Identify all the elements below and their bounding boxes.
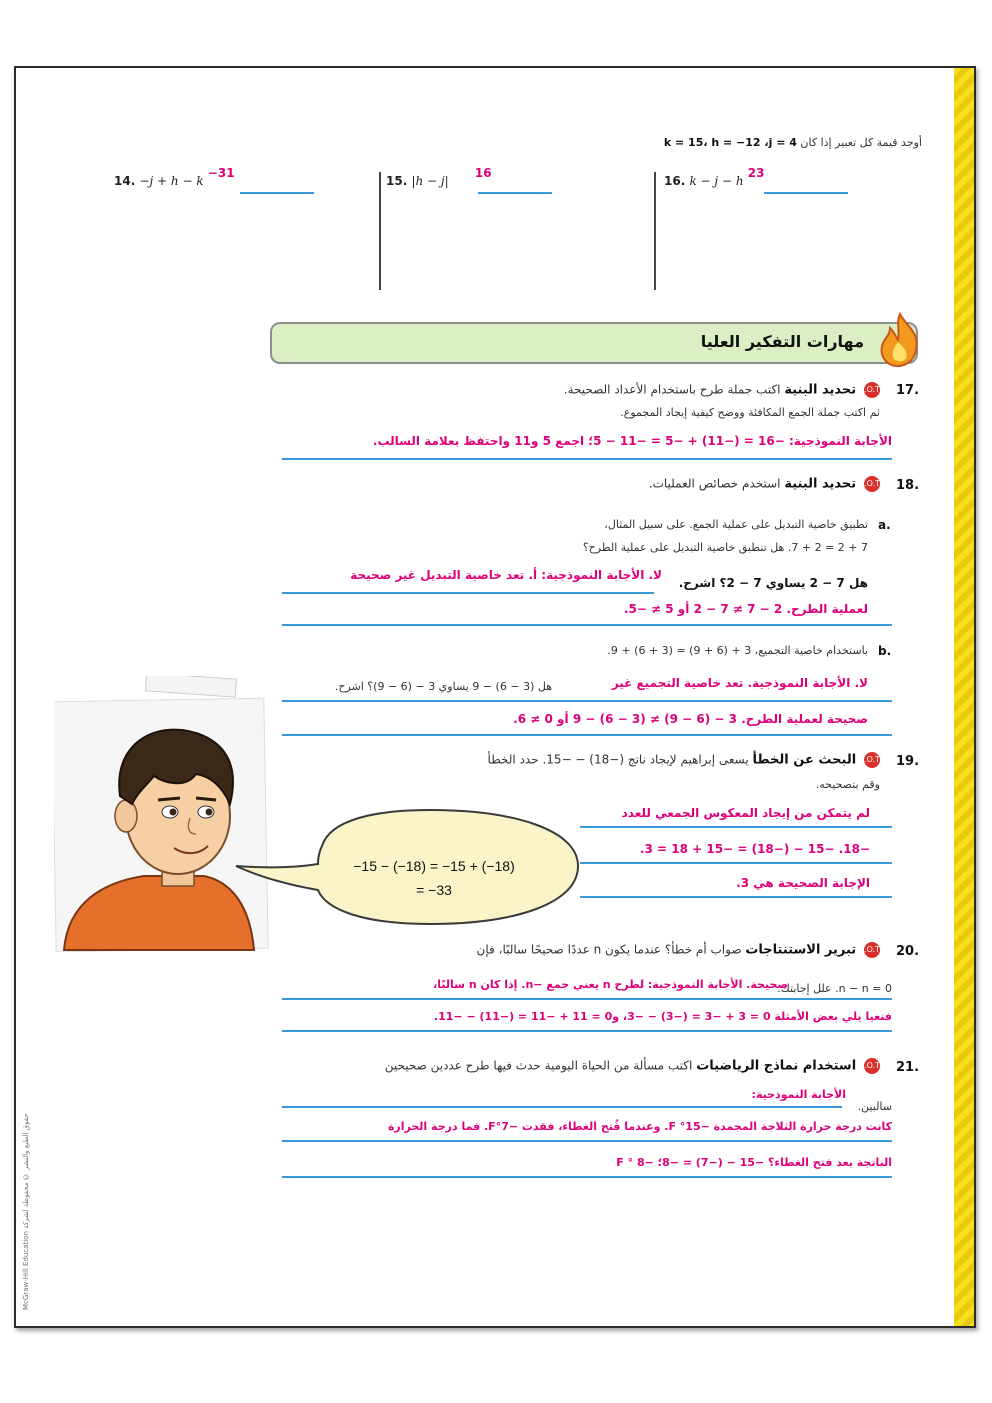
q18b-answer-1: لا. الأجابة النموذجية. تعد خاصية التجميع غير [611, 676, 868, 690]
q17-prompt-2: ثم اكتب جملة الجمع المكافئة ووضح كيفية إيجاد المجموع. [620, 406, 880, 419]
q17-answer: الأجابة النموذجية: −16 = (−11) + −5 = −11 − 5؛ اجمع 5 و11 واحتفظ بعلامة السالب. [372, 434, 892, 448]
q20-answer-1: صحيحة. الأجابة النموذجية: لطرح n يعني جمع −n. إذا كان n سالبًا، [433, 978, 788, 991]
q21-prompt-2: سالبين. [857, 1100, 892, 1113]
q17-prompt: اكتب جملة طرح باستخدام الأعداد الصحيحة. [563, 382, 781, 397]
q19-number: 19. [896, 754, 920, 769]
q17-header [564, 382, 880, 398]
answer-line [282, 1176, 892, 1178]
answer-line [580, 862, 892, 864]
q19-title: البحث عن الخطأ [752, 752, 857, 768]
q21-answer-2: الناتجة بعد فتح الغطاء؟ −15 − (−7) = −8؛ −8 ° F [616, 1156, 892, 1169]
answer-line [580, 826, 892, 828]
q18b-line-2: هل (3 − 6) − 9 يساوي 3 − (6 − 9)؟ اشرح. [334, 680, 552, 693]
exercise-15: 15. |h − j| 16 [386, 166, 492, 188]
q19-answer-3: الإجابة الصحيحة هي 3. [736, 876, 870, 890]
answer-line [282, 624, 892, 626]
hot-badge-icon: H.O.T. [864, 752, 880, 768]
q20-number: 20. [896, 944, 920, 959]
q19-header [488, 752, 880, 768]
q17-number: 17. [896, 383, 920, 398]
flame-icon [876, 312, 924, 368]
q18a-question: هل 7 − 2 يساوي 7 − 2؟ اشرح. [678, 576, 868, 590]
q18-number: 18. [896, 478, 920, 493]
exercise-intro [560, 136, 922, 149]
q19-answer-1: لم يتمكن من إيجاد المعكوس الجمعي للعدد [621, 806, 870, 820]
answer-line [240, 192, 314, 194]
q19-prompt: يسعى إبراهيم لإيجاد ناتج (−18) − −15. حدد الخطأ [487, 752, 749, 767]
column-divider [654, 172, 656, 290]
answer-line [282, 1030, 892, 1032]
answer-line [282, 592, 654, 594]
bubble-line-2: = −33 [416, 882, 452, 898]
q18a-label: a. [878, 518, 891, 532]
exercise-answer: 16 [474, 166, 492, 180]
yellow-edge-stripe [954, 68, 974, 1326]
answer-line [478, 192, 552, 194]
q18b-answer-2: صحيحة لعملية الطرح. 3 − (6 − 9) ≠ (3 − 6) − 9 أو 0 ≠ 6. [513, 712, 868, 726]
hot-badge-icon: H.O.T. [864, 942, 880, 958]
q21-answer-1: كانت درجة حرارة الثلاجة المجمدة −15° F. وعندما فُتح الغطاء، فقدت −7°F. فما درجة الحرارة [387, 1120, 892, 1133]
column-divider [379, 172, 381, 290]
exercise-expression: −j + h − k [139, 174, 204, 188]
q21-header [385, 1058, 880, 1074]
q18a-line-1: تطبيق خاصية التبديل على عملية الجمع. على سبيل المثال، [604, 518, 868, 531]
exercise-14: 14. −j + h − k −31 [114, 166, 235, 188]
q18b-label: b. [878, 644, 892, 658]
answer-line [282, 998, 892, 1000]
q18-title: تحديد البنية [784, 476, 857, 492]
answer-line [580, 896, 892, 898]
answer-line [282, 458, 892, 460]
answer-line [282, 700, 892, 702]
answer-line [282, 1106, 842, 1108]
answer-line [282, 734, 892, 736]
q20-prompt-2: n − n = 0. علل إجابتك. [777, 982, 892, 995]
q20-answer-2: فنعيا يلي بعض الأمثلة 0 = 3 + −3 = (−3) − −3، و0 = 11 + −11 = (−11) − −11. [433, 1010, 892, 1023]
q21-answer-label: الأجابة النموذجية: [751, 1088, 846, 1101]
q21-prompt: اكتب مسألة من الحياة اليومية حدث فيها طرح عددين صحيحين [384, 1058, 693, 1073]
answer-line [764, 192, 848, 194]
hot-badge-icon: H.O.T. [864, 1058, 880, 1074]
hot-badge-icon: H.O.T. [864, 476, 880, 492]
q18b-line-1: باستخدام خاصية التجميع، 3 + (6 + 9) = (3 + 6) + 9. [607, 644, 868, 657]
exercise-answer: −31 [207, 166, 235, 180]
answer-line [282, 1140, 892, 1142]
q20-title: تبرير الاستنتاجات [745, 942, 857, 958]
q18a-answer-1: لا. الأجابة النموذجية: أ. تعد خاصية التبديل غير صحيحة [350, 568, 662, 582]
q18-prompt: استخدم خصائص العمليات. [648, 476, 781, 491]
exercise-16: 16. k − j − h 23 [664, 166, 765, 188]
intro-text: أوجد قيمة كل تعبير إذا كان [800, 136, 922, 149]
q17-title: تحديد البنية [784, 382, 857, 398]
exercise-answer: 23 [747, 166, 765, 180]
q18-header [649, 476, 880, 492]
exercise-expression: k − j − h [689, 174, 744, 188]
q19-answer-2: −18. −15 − (−18) = −15 + 18 = 3. [639, 842, 870, 856]
q20-header [477, 942, 880, 958]
exercise-expression: |h − j| [411, 174, 449, 188]
hots-title: مهارات التفكير العليا [700, 332, 864, 351]
q21-title: استخدام نماذج الرياضيات [696, 1058, 857, 1074]
bubble-line-1: −15 − (−18) = −15 + (−18) [353, 858, 515, 874]
hot-badge-icon: H.O.T. [864, 382, 880, 398]
intro-values: k = 15، h = −12 ،j = 4 [663, 136, 797, 149]
q21-number: 21. [896, 1060, 920, 1075]
q19-prompt-2: وقم بتصحيحه. [815, 778, 880, 791]
hots-banner [270, 322, 918, 364]
q18a-answer-2: لعملية الطرح. 2 − 7 ≠ 7 − 2 أو 5 ≠ −5. [623, 602, 868, 616]
q18a-line-2: 7 + 2 = 2 + 7. هل تنطبق خاصية التبديل على عملية الطرح؟ [582, 541, 868, 554]
q20-prompt: صواب أم خطأ؟ عندما يكون n عددًا صحيحًا سالبًا، فإن [476, 942, 742, 957]
copyright-credit: McGraw-Hill Education حقوق الطبع والنشر © محفوظة لشركة [22, 1113, 30, 1310]
